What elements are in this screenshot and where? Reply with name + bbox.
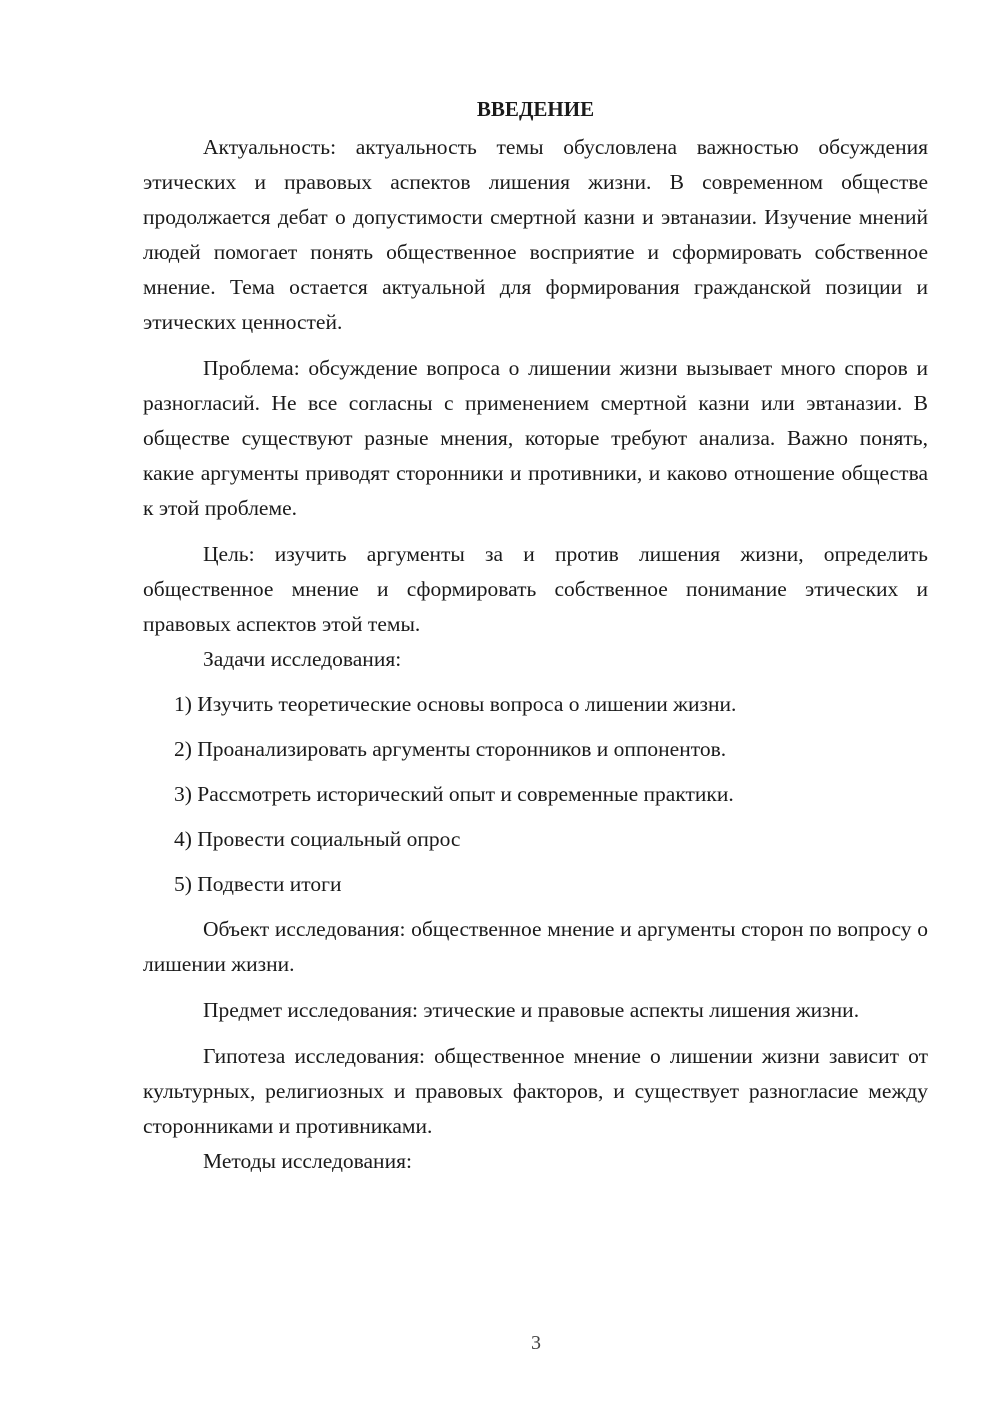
page-number: 3 (531, 1332, 541, 1354)
list-item: 2) Проанализировать аргументы сторонников и оппонентов. (174, 737, 727, 761)
paragraph-subject: Предмет исследования: этические и правовые аспекты лишения жизни. (203, 998, 860, 1022)
list-item: 4) Провести социальный опрос (174, 827, 461, 851)
list-item: 1) Изучить теоретические основы вопроса о лишении жизни. (174, 692, 737, 716)
paragraph-goal: Цель: изучить аргументы за и против лишения жизни, определить общественное мнение и сформировать собственное понимание этических и правовых аспектов этой темы. (143, 542, 928, 636)
tasks-heading: Задачи исследования: (203, 647, 402, 671)
tasks-list (143, 687, 928, 902)
list-item: 5) Подвести итоги (174, 872, 342, 896)
document-page (143, 92, 928, 1179)
paragraph-object: Объект исследования: общественное мнение и аргументы сторон по вопросу о лишении жизни. (143, 917, 928, 976)
methods-heading: Методы исследования: (203, 1149, 412, 1173)
paragraph-relevance: Актуальность: актуальность темы обусловлена важностью обсуждения этических и правовых аспектов лишения жизни. В современном обществе продолжается дебат о допустимости смертной казни и эвтаназии. Изучение мнений людей помогает понять общественное восприятие и сформировать собственное мнение. Тема остается актуальной для формирования гражданской позиции и этических ценностей. (143, 135, 928, 334)
list-item: 3) Рассмотреть исторический опыт и современные практики. (174, 782, 734, 806)
paragraph-hypothesis: Гипотеза исследования: общественное мнение о лишении жизни зависит от культурных, религиозных и правовых факторов, и существует разногласие между сторонниками и противниками. (143, 1044, 928, 1138)
paragraph-problem: Проблема: обсуждение вопроса о лишении жизни вызывает много споров и разногласий. Не все согласны с применением смертной казни или эвтаназии. В обществе существуют разные мнения, которые требуют анализа. Важно понять, какие аргументы приводят сторонники и противники, и каково отношение общества к этой проблеме. (143, 356, 928, 520)
section-heading: ВВЕДЕНИЕ (476, 97, 595, 121)
